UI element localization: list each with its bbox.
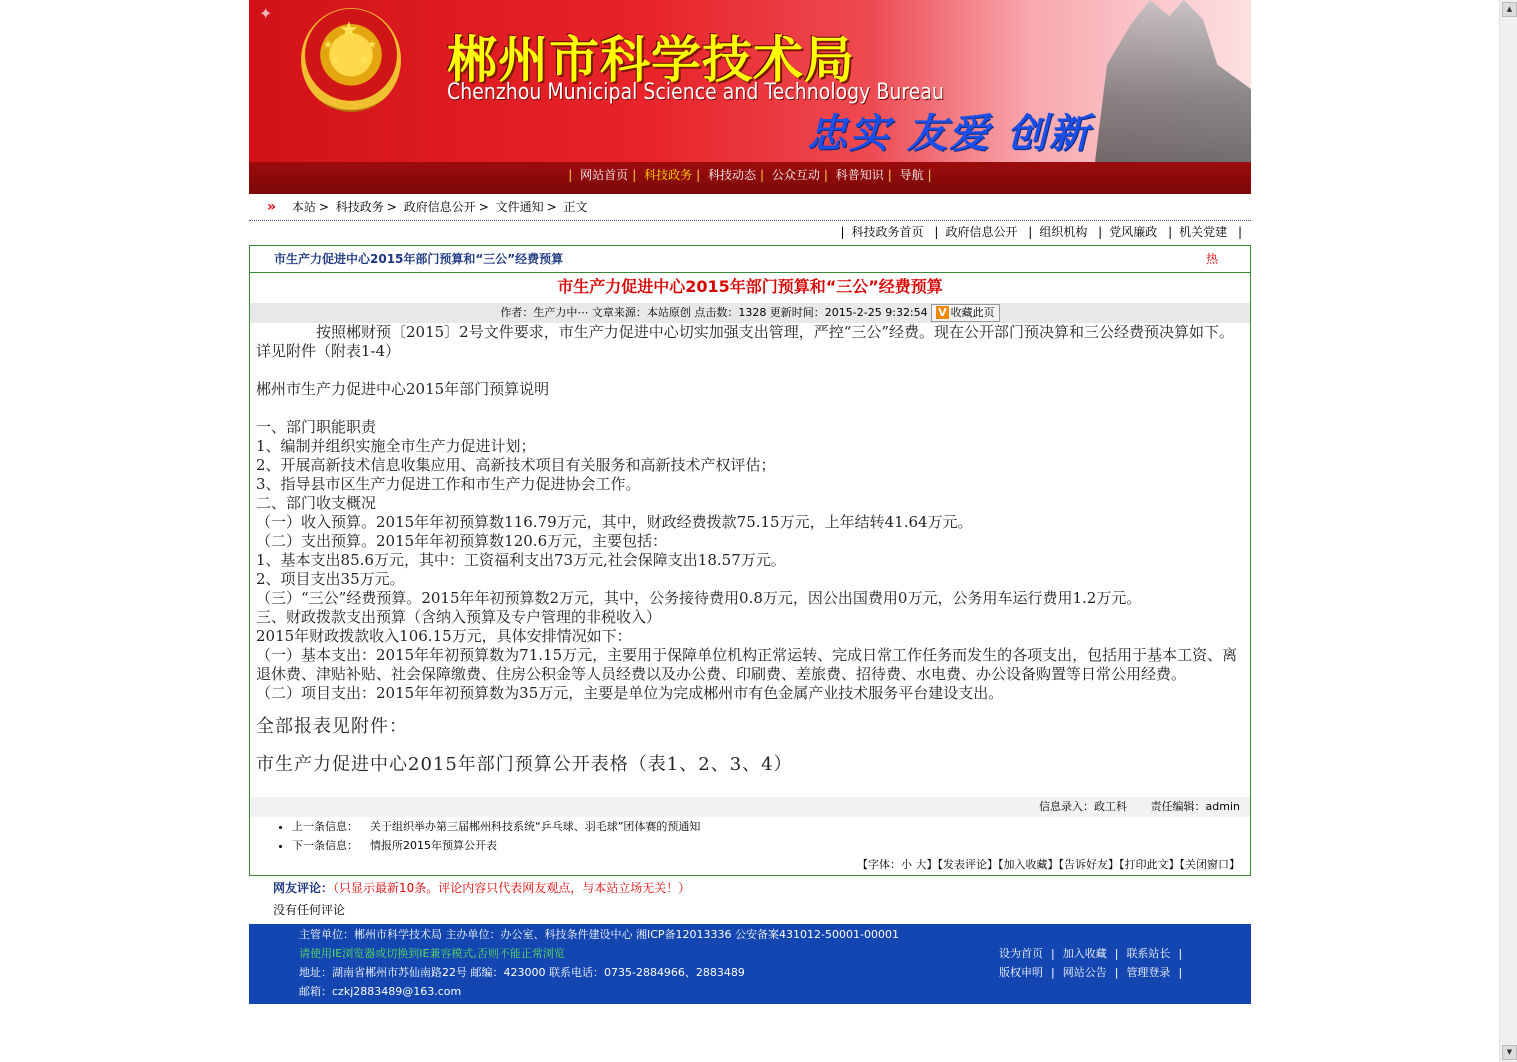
article-line: 一、部门职能职责 [256,418,377,436]
sub-nav: | 科技政务首页 | 政府信息公开 | 组织机构 | 党风廉政 | 机关党建 | [840,225,1242,239]
admin-login-link[interactable]: 管理登录 [1126,966,1171,979]
scroll-down-icon[interactable]: ▼ [1502,1045,1517,1060]
breadcrumb: » 本站 > 科技政务 > 政府信息公开 > 文件通知 > 正文 [249,194,1251,221]
subnav-item[interactable]: 政府信息公开 [945,225,1018,239]
related-list [250,817,1250,855]
article-line: 1、基本支出85.6万元，其中：工资福利支出73万元,社会保障支出18.57万元。 [256,551,786,569]
prev-article-link[interactable]: 关于组织举办第三届郴州科技系统“乒乓球、羽毛球”团体赛的预通知 [370,820,701,833]
nav-government-affairs[interactable]: 科技政务 [644,168,693,182]
article-tools: 【字体：小 大】【发表评论】【加入收藏】【告诉好友】【打印此文】【关闭窗口】 [857,858,1240,871]
article-line: （一）收入预算。2015年年初预算数116.79万元，其中，财政经费拨款75.15万元，上年结转41.64万元。 [256,513,973,531]
font-small-button[interactable]: 小 [901,858,912,871]
article-line: 2015年财政拨款收入106.15万元，具体安排情况如下： [256,627,632,645]
article-line: 1、编制并组织实施全市生产力促进计划； [256,437,536,455]
post-comment-button[interactable]: 【发表评论】 [937,858,998,871]
subnav-item[interactable]: 机关党建 [1179,225,1228,239]
tell-friend-button[interactable]: 【告诉好友】 [1058,858,1119,871]
attachment-link[interactable]: 市生产力促进中心2015年部门预算公开表格（表1、2、3、4） [256,754,793,775]
no-comments-text: 没有任何评论 [273,903,346,917]
editor-line: 信息录入：政工科 责任编辑：admin [250,797,1250,817]
breadcrumb-item[interactable]: 本站 [291,200,316,214]
set-homepage-link[interactable]: 设为首页 [999,947,1043,960]
site-banner [249,0,1251,162]
site-notice-link[interactable]: 网站公告 [1062,966,1107,979]
favorite-button[interactable]: V 收藏此页 [931,304,1000,322]
next-article-link[interactable]: 情报所2015年预算公开表 [370,839,497,852]
article-content [250,323,1250,779]
copyright-link[interactable]: 版权申明 [999,966,1043,979]
nav-interaction[interactable]: 公众互动 [771,168,820,182]
comments-header [249,876,1251,900]
list-item: • 上一条信息： 关于组织举办第三届郴州科技系统“乒乓球、羽毛球”团体赛的预通知 [292,817,1250,836]
footer-browser-warning: 请使用IE浏览器或切换到IE兼容模式,否则不能正常浏览 [299,947,565,960]
article-line: （一）基本支出：2015年年初预算数为71.15万元，主要用于保障单位机构正常运转、完成日常工作任务而发生的各项支出，包括用于基本工资、离退休费、津贴补贴、社会保障缴费、住房公积金等人员经费以及办公费、印刷费、差旅费、招待费、水电费、办公设备购置等日常公用经费。 [256,646,1238,683]
footer-links-row2: 版权申明 | 网站公告 | 管理登录 | [999,966,1183,979]
editor-value: admin [1205,800,1240,813]
article-meta-text: 作者：生产力中⋯ 文章来源：本站原创 点击数：1328 更新时间：2015-2-25 9:32:54 [500,306,928,319]
footer-sponsor: 主管单位：郴州市科学技术局 主办单位：办公室、科技条件建设中心 湘ICP备12013336 公安备案431012-50001-00001 [299,928,899,941]
nav-navigation[interactable]: 导航 [899,168,924,182]
national-emblem-icon: ★ ★ ★ ★ ★ [301,8,401,112]
favorite-icon: V [938,306,947,319]
breadcrumb-item[interactable]: 文件通知 [495,200,544,214]
site-title-en: Chenzhou Municipal Science and Technology Bureau [447,80,944,105]
article-meta [250,303,1250,323]
add-favorite-link[interactable]: 加入收藏 [1062,947,1107,960]
article-box [249,245,1251,876]
comments-note: （只显示最新10条。评论内容只代表网友观点，与本站立场无关！） [333,881,691,895]
subnav-item[interactable]: 科技政务首页 [851,225,924,239]
add-favorite-button[interactable]: 【加入收藏】 [998,858,1059,871]
footer-links-row1: 设为首页 | 加入收藏 | 联系站长 | [999,947,1183,960]
footer-address: 地址：湖南省郴州市苏仙南路22号 邮编：423000 联系电话：0735-2884966、2883489 [299,966,745,979]
list-item: • 下一条信息： 情报所2015年预算公开表 [292,836,1250,855]
article-line: 2、开展高新技术信息收集应用、高新技术项目有关服务和高新技术产权评估； [256,456,776,474]
double-chevron-icon: » [267,199,277,215]
attachment-heading: 全部报表见附件： [256,716,408,737]
article-line: 2、项目支出35万元。 [256,570,405,588]
entry-value: 政工科 [1094,800,1128,813]
subnav-item[interactable]: 党风廉政 [1109,225,1158,239]
article-title: 市生产力促进中心2015年部门预算和“三公”经费预算 [557,277,943,296]
site-title-cn: 郴州市科学技术局 [447,31,855,89]
article-head-title: 市生产力促进中心2015年部门预算和“三公”经费预算 [274,252,564,266]
main-nav: | 网站首页 | 科技政务 | 科技动态 | 公众互动 | 科普知识 | 导航 | [249,162,1251,194]
breadcrumb-current: 正文 [563,200,588,214]
sparkle-icon: ✦ [259,4,273,23]
close-window-button[interactable]: 【关闭窗口】 [1179,858,1240,871]
font-large-button[interactable]: 大 [915,858,927,871]
vertical-scrollbar[interactable] [1499,0,1517,1062]
article-line: （二）支出预算。2015年年初预算数120.6万元，主要包括： [256,532,668,550]
page-container [249,0,1251,1004]
article-line: 三、财政拨款支出预算（含纳入预算及专户管理的非税收入） [256,608,662,626]
scroll-up-icon[interactable]: ▲ [1502,2,1517,17]
hot-badge: 热 [1205,252,1218,266]
article-line: 二、部门收支概况 [256,494,377,512]
contact-admin-link[interactable]: 联系站长 [1126,947,1171,960]
nav-home[interactable]: 网站首页 [580,168,629,182]
breadcrumb-item[interactable]: 科技政务 [335,200,384,214]
article-subtitle: 郴州市生产力促进中心2015年部门预算说明 [256,380,550,398]
nav-news[interactable]: 科技动态 [707,168,756,182]
comments-label: 网友评论： [273,881,334,895]
nav-science-knowledge[interactable]: 科普知识 [835,168,884,182]
site-footer [249,924,1251,1004]
breadcrumb-item[interactable]: 政府信息公开 [403,200,476,214]
article-paragraph: 按照郴财预〔2015〕2号文件要求，市生产力促进中心切实加强支出管理，严控“三公”经费。现在公开部门预决算和三公经费预决算如下。详见附件（附表1-4） [256,323,1235,360]
article-head [250,246,1250,273]
article-line: （二）项目支出：2015年年初预算数为35万元，主要是单位为完成郴州市有色金属产业技术服务平台建设支出。 [256,684,1004,702]
subnav-item[interactable]: 组织机构 [1039,225,1088,239]
footer-email: 邮箱：czkj2883489@163.com [299,985,462,998]
print-button[interactable]: 【打印此文】 [1119,858,1180,871]
article-line: （三）“三公”经费预算。2015年年初预算数2万元，其中，公务接待费用0.8万元，因公出国费用0万元，公务用车运行费用1.2万元。 [256,589,1142,607]
site-slogan: 忠实 友爱 创新 [807,111,1091,157]
article-line: 3、指导县市区生产力促进工作和市生产力促进协会工作。 [256,475,641,493]
